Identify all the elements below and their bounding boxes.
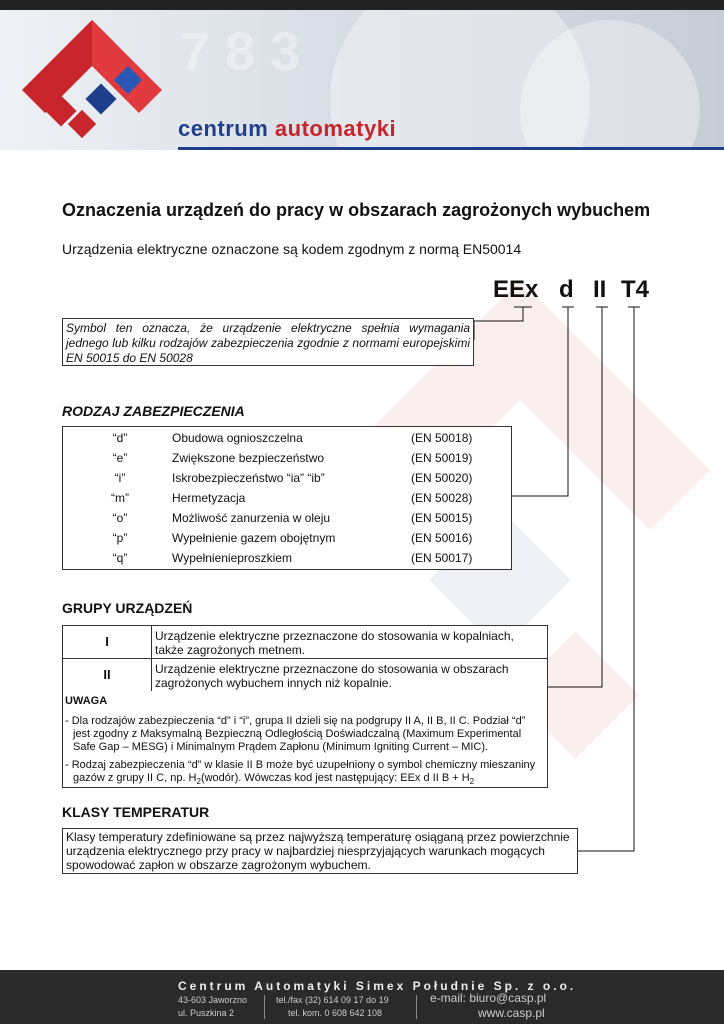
footer-phone-2: tel. kom. 0 608 642 108 xyxy=(288,1008,383,1018)
protection-norm: (EN 50028) xyxy=(411,491,473,505)
page-subtitle: Urządzenia elektryczne oznaczone są kodem zgodnym z normą EN50014 xyxy=(62,241,522,257)
code-eex: EEx xyxy=(493,276,539,303)
protection-name: Wypełnienie gazem obojętnym xyxy=(172,531,336,545)
code-ii: II xyxy=(593,276,607,303)
protection-symbol: “p” xyxy=(112,531,128,545)
table-row xyxy=(63,468,511,488)
footer-address-1: 43-603 Jaworzno xyxy=(178,995,248,1005)
note-text: - Dla rodzajów zabezpieczenia “d” i “i”, grupa II dzieli się na podgrupy II A, II B, II C. Podział “d” xyxy=(65,715,526,727)
group-id: I xyxy=(63,626,152,658)
note-box xyxy=(62,691,548,788)
temperature-heading: KLASY TEMPERATUR xyxy=(62,804,210,820)
table-row xyxy=(63,528,511,548)
temperature-text: Klasy temperatury zdefiniowane są przez najwyższą temperaturę osiąganą przez powierzchnie xyxy=(66,830,570,844)
footer-separator xyxy=(416,995,417,1019)
protection-table xyxy=(62,426,512,570)
connector-t4 xyxy=(578,307,634,851)
table-row xyxy=(63,428,511,448)
table-row xyxy=(63,508,511,528)
protection-norm: (EN 50018) xyxy=(411,431,473,445)
protection-name: Iskrobezpieczeństwo “ia” “ib” xyxy=(172,471,325,485)
groups-heading: GRUPY URZĄDZEŃ xyxy=(62,600,193,616)
protection-norm: (EN 50015) xyxy=(411,511,473,525)
protection-norm: (EN 50019) xyxy=(411,451,473,465)
code-t4: T4 xyxy=(621,276,650,303)
protection-name: Wypełnienieproszkiem xyxy=(172,551,292,565)
note-text: gazów z grupy II C, np. $H_2(wodór)$. Wówczas kod jest następujący: EEx d II $B + H_2$ xyxy=(73,772,475,787)
protection-symbol: “m” xyxy=(111,491,129,505)
groups-table xyxy=(62,625,548,693)
footer-email-link[interactable]: e-mail: biuro@casp.pl xyxy=(430,991,547,1005)
group-description-line: także zagrożonych metnem. xyxy=(155,643,306,657)
table-row xyxy=(63,448,511,468)
page-title: Oznaczenia urządzeń do pracy w obszarach zagrożonych wybuchem xyxy=(62,200,651,220)
footer-website-link[interactable]: www.casp.pl xyxy=(478,1006,545,1020)
temperature-text: urządzenia elektrycznego przy pracy w najbardziej niesprzyjających warunkach mogących xyxy=(66,844,545,858)
note-title: UWAGA xyxy=(65,695,108,707)
protection-name: Hermetyzacja xyxy=(172,491,246,505)
group-description-line: Urządzenie elektryczne przeznaczone do stosowania w obszarach xyxy=(155,662,509,676)
note-text: jest zgodny z Maksymalną Bezpieczną Odległością Doświadczalną (Maximum Experimental xyxy=(73,728,522,740)
brand-name: centrum automatyki xyxy=(178,116,397,141)
protection-heading: RODZAJ ZABEZPIECZENIA xyxy=(62,403,245,419)
table-row xyxy=(63,488,511,508)
footer-company: Centrum Automatyki Simex Południe Sp. z o.o. xyxy=(178,979,577,993)
protection-symbol: “o” xyxy=(112,511,128,525)
protection-name: Możliwość zanurzenia w oleju xyxy=(172,511,331,525)
footer-phone-1: tel./fax (32) 614 09 17 do 19 xyxy=(276,995,389,1005)
protection-symbol: “q” xyxy=(112,551,128,565)
connector-ii xyxy=(546,307,602,687)
code-d: d xyxy=(559,276,574,303)
protection-norm: (EN 50017) xyxy=(411,551,473,565)
group-description xyxy=(155,662,543,690)
footer xyxy=(0,970,724,1024)
group-id: II xyxy=(63,659,152,691)
symbol-description-box: Symbol ten oznacza, że urządzenie elektryczne spełnia wymagania jednego lub kilku rodzajów zabezpieczenia zgodnie z normami europejskimi EN 50015 do EN 50028 xyxy=(62,318,474,366)
footer-address-2: ul. Puszkina 2 xyxy=(178,1008,235,1018)
protection-symbol: “d” xyxy=(112,431,128,445)
protection-symbol: “i” xyxy=(114,471,126,485)
temperature-box xyxy=(62,828,578,874)
protection-name: Zwiększone bezpieczeństwo xyxy=(172,451,325,465)
temperature-text: spowodować zapłon w obszarze zagrożonym wybuchem. xyxy=(66,858,371,872)
protection-norm: (EN 50020) xyxy=(411,471,473,485)
footer-separator xyxy=(264,995,265,1019)
svg-text:7 8 3: 7 8 3 xyxy=(180,22,301,82)
note-text: - Rodzaj zabezpieczenia “d” w klasie II B może być uzupełniony o symbol chemiczny mieszaniny xyxy=(65,759,536,771)
group-description xyxy=(155,629,543,657)
table-row xyxy=(63,548,511,568)
protection-symbol: “e” xyxy=(112,451,128,465)
group-description-line: zagrożonych wybuchem innych niż kopalnie. xyxy=(155,676,392,690)
connector-eex xyxy=(474,307,523,340)
protection-norm: (EN 50016) xyxy=(411,531,473,545)
protection-name: Obudowa ognioszczelna xyxy=(172,431,303,445)
group-description-line: Urządzenie elektryczne przeznaczone do stosowania w kopalniach, xyxy=(155,629,514,643)
connector-d xyxy=(510,307,568,496)
note-text: Safe Gap – MESG) i Minimalnym Prądem Zapłonu (Minimum Igniting Current – MIC). xyxy=(73,741,489,753)
